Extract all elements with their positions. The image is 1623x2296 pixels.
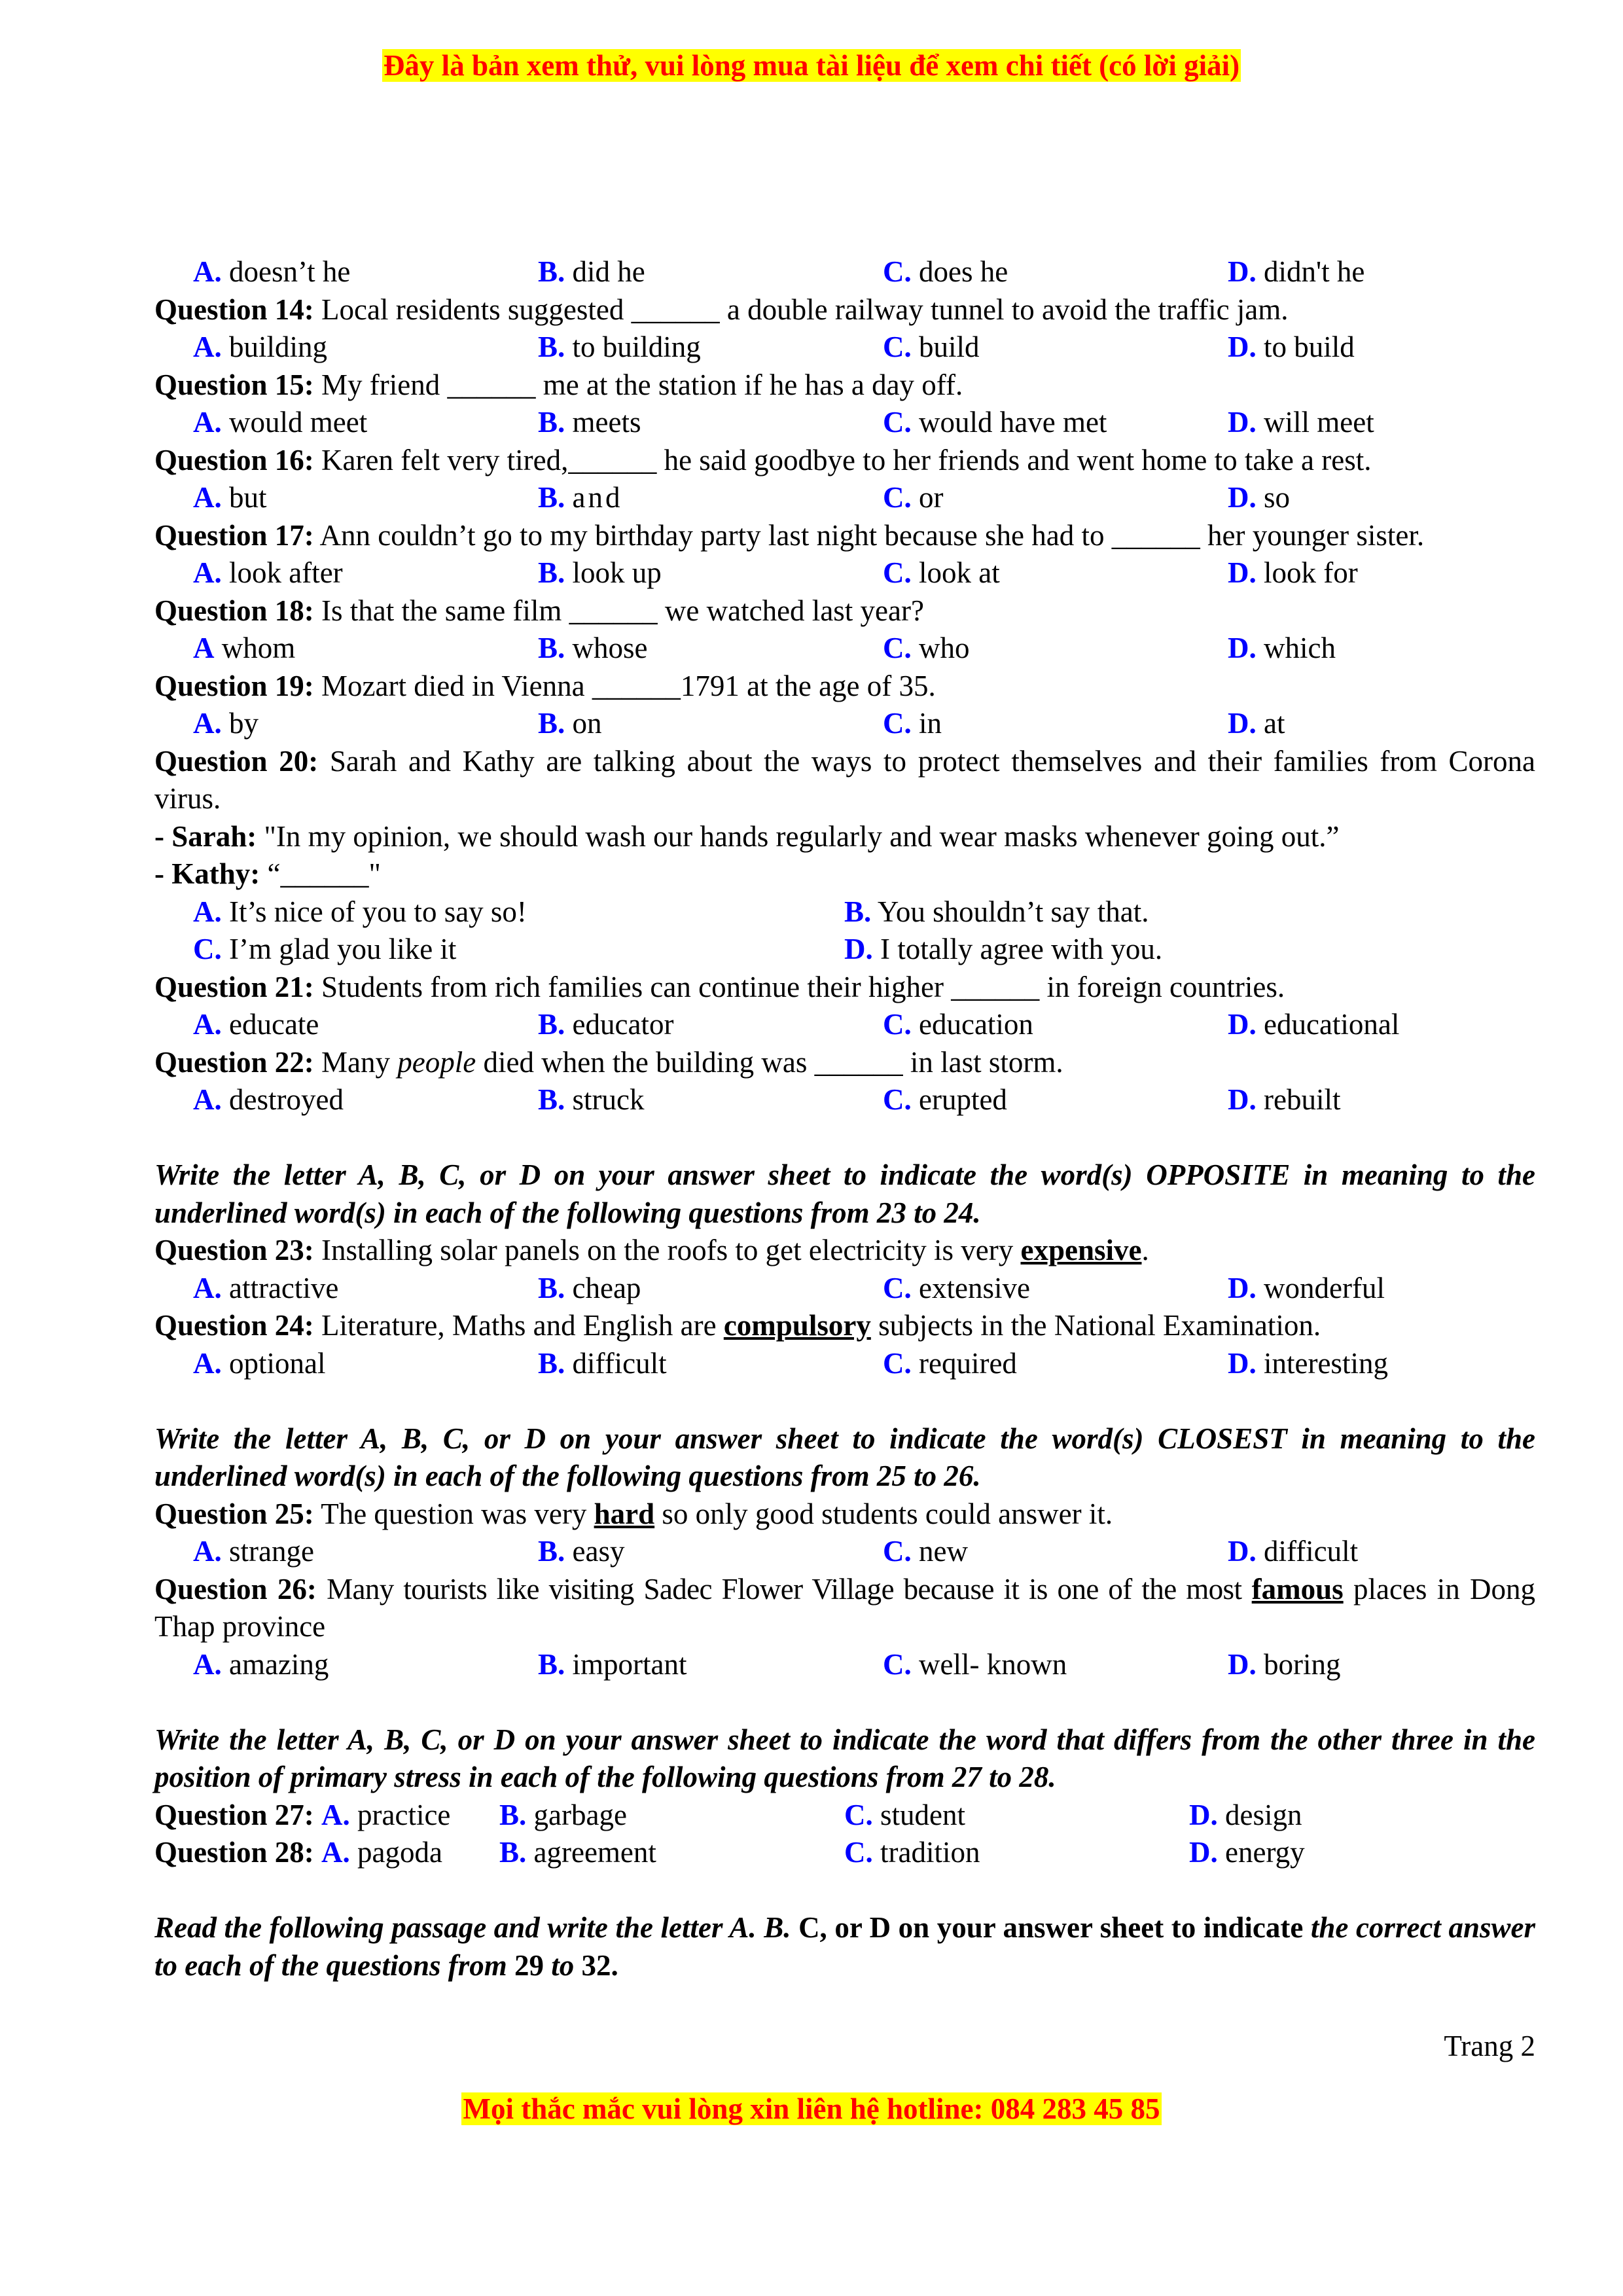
option-d[interactable]: D. educational <box>1228 1008 1400 1041</box>
instruction-closest: Write the letter A, B, C, or D on your answer sheet to indicate the word(s) CLOSEST in meaning to the underlined word(s) in each of the following questions from 25 to 26. <box>154 1422 1535 1492</box>
question-28: Question 28: A. pagoda B. agreement C. tradition D. energy <box>154 1834 1535 1872</box>
option-d[interactable]: D. boring <box>1228 1647 1341 1681</box>
underlined-word: compulsory <box>723 1309 871 1342</box>
question-25: Question 25: The question was very hard so only good students could answer it. <box>154 1497 1113 1530</box>
q25-options <box>154 1533 1535 1571</box>
option-c[interactable]: C. look at <box>883 556 1000 589</box>
section-gap <box>154 1382 1535 1420</box>
option-b[interactable]: B. look up <box>538 556 662 589</box>
q17-options <box>154 554 1535 592</box>
option-d[interactable]: D. interesting <box>1228 1346 1388 1380</box>
option-b[interactable]: B. educator <box>538 1008 674 1041</box>
option-d[interactable]: D. energy <box>1189 1836 1305 1869</box>
option-b[interactable]: B. easy <box>538 1535 625 1568</box>
q23-options <box>154 1270 1535 1308</box>
option-a[interactable]: A. optional <box>193 1346 326 1380</box>
exam-content <box>154 253 1535 1984</box>
option-b[interactable]: B. meets <box>538 406 641 439</box>
option-c[interactable]: C. required <box>883 1346 1017 1380</box>
q22-options <box>154 1081 1535 1119</box>
q18-options <box>154 630 1535 668</box>
option-c[interactable]: C. tradition <box>844 1836 980 1869</box>
question-27: Question 27: A. practice B. garbage C. student D. design <box>154 1797 1535 1835</box>
q13-options <box>154 253 1535 291</box>
option-b[interactable]: B. to building <box>538 331 701 363</box>
option-b[interactable]: B. difficult <box>538 1346 667 1380</box>
question-24: Question 24: Literature, Maths and English are compulsory subjects in the National Examination. <box>154 1309 1321 1342</box>
preview-banner-text: Đây là bản xem thử, vui lòng mua tài liệu để xem chi tiết (có lời giải) <box>383 49 1240 82</box>
option-a[interactable]: A. attractive <box>193 1271 339 1304</box>
instruction-passage: Read the following passage and write the letter A. B. C, or D on your answer sheet to indicate the correct answer to each of the questions from 29 to 32. <box>154 1911 1536 1982</box>
option-d[interactable]: D. will meet <box>1228 406 1374 439</box>
option-b[interactable]: B. struck <box>538 1083 645 1116</box>
question-23: Question 23: Installing solar panels on the roofs to get electricity is very expensive. <box>154 1234 1149 1266</box>
q19-options <box>154 705 1535 743</box>
option-a[interactable]: A. but <box>193 481 267 514</box>
hotline-banner <box>0 2089 1623 2128</box>
question-14: Question 14: Local residents suggested ______ a double railway tunnel to avoid the traffic jam. <box>154 293 1289 326</box>
option-c[interactable]: C. would have met <box>883 406 1107 439</box>
underlined-word: expensive <box>1020 1234 1142 1266</box>
section-gap <box>154 1119 1535 1157</box>
question-19: Question 19: Mozart died in Vienna ______1791 at the age of 35. <box>154 669 936 702</box>
option-d[interactable]: D. to build <box>1228 331 1355 363</box>
option-d[interactable]: D. wonderful <box>1228 1271 1385 1304</box>
option-c[interactable]: C. does he <box>883 255 1008 288</box>
option-c[interactable]: C. erupted <box>883 1083 1007 1116</box>
question-20: Question 20: Sarah and Kathy are talking about the ways to protect themselves and their families from Corona virus. <box>154 744 1536 815</box>
option-a[interactable]: A. strange <box>193 1535 314 1568</box>
option-b[interactable]: B. You shouldn’t say that. <box>844 895 1149 928</box>
option-a[interactable]: A. doesn’t he <box>193 255 351 288</box>
q15-options <box>154 404 1535 442</box>
option-d[interactable]: D. I totally agree with you. <box>844 933 1163 965</box>
option-a[interactable]: A. amazing <box>193 1647 329 1681</box>
option-a[interactable]: A. educate <box>193 1008 319 1041</box>
option-a[interactable]: A whom <box>193 632 296 664</box>
option-c[interactable]: C. build <box>883 331 980 363</box>
question-22: Question 22: Many people died when the building was ______ in last storm. <box>154 1045 1063 1079</box>
option-b[interactable]: B. important <box>538 1647 687 1681</box>
option-b[interactable]: B. cheap <box>538 1271 641 1304</box>
q21-options <box>154 1006 1535 1044</box>
option-c[interactable]: C. education <box>883 1008 1033 1041</box>
sarah-line: - Sarah: "In my opinion, we should wash our hands regularly and wear masks whenever going out.” <box>154 819 1340 853</box>
page-number: Trang 2 <box>1444 2030 1535 2062</box>
instruction-stress: Write the letter A, B, C, or D on your answer sheet to indicate the word that differs from the other three in the position of primary stress in each of the following questions from 27 to 28. <box>154 1723 1535 1793</box>
kathy-line: - Kathy: “______" <box>154 857 381 890</box>
option-d[interactable]: D. so <box>1228 481 1291 514</box>
option-a[interactable]: A. building <box>193 331 328 363</box>
option-d[interactable]: D. at <box>1228 707 1285 740</box>
option-b[interactable]: B. did he <box>538 255 645 288</box>
option-c[interactable]: C. I’m glad you like it <box>193 933 457 965</box>
question-21: Question 21: Students from rich families can continue their higher ______ in foreign countries. <box>154 970 1285 1003</box>
question-17: Question 17: Ann couldn’t go to my birthday party last night because she had to ______ her younger sister. <box>154 518 1425 552</box>
option-d[interactable]: D. look for <box>1228 556 1358 589</box>
option-b[interactable]: B. garbage <box>499 1798 627 1831</box>
instruction-opposite: Write the letter A, B, C, or D on your answer sheet to indicate the word(s) OPPOSITE in meaning to the underlined word(s) in each of the following questions from 23 to 24. <box>154 1158 1535 1229</box>
option-c[interactable]: C. well- known <box>883 1647 1067 1681</box>
preview-banner <box>0 46 1623 85</box>
option-a[interactable]: A. by <box>193 707 259 740</box>
question-16: Question 16: Karen felt very tired,______ he said goodbye to her friends and went home to take a rest. <box>154 443 1372 476</box>
q20-options-row1 <box>154 893 1535 931</box>
option-d[interactable]: D. which <box>1228 632 1336 664</box>
q14-options <box>154 329 1535 367</box>
hotline-banner-text: Mọi thắc mắc vui lòng xin liên hệ hotline: 084 283 45 85 <box>463 2092 1160 2125</box>
option-b[interactable]: B. and <box>538 481 623 514</box>
option-a[interactable]: A. practice <box>321 1798 451 1831</box>
question-15: Question 15: My friend ______ me at the station if he has a day off. <box>154 368 963 401</box>
option-a[interactable]: A. pagoda <box>321 1836 442 1869</box>
option-c[interactable]: C. student <box>844 1798 965 1831</box>
question-26: Question 26: Many tourists like visiting Sadec Flower Village because it is one of the most famous places in Dong Thap province <box>154 1572 1536 1643</box>
q24-options <box>154 1345 1535 1383</box>
question-18: Question 18: Is that the same film ______ we watched last year? <box>154 594 924 627</box>
option-c[interactable]: C. or <box>883 481 944 514</box>
option-b[interactable]: B. whose <box>538 632 648 664</box>
option-d[interactable]: D. rebuilt <box>1228 1083 1341 1116</box>
option-a[interactable]: A. would meet <box>193 406 368 439</box>
q20-options-row2 <box>154 931 1535 969</box>
q26-options <box>154 1646 1535 1684</box>
option-c[interactable]: C. extensive <box>883 1271 1030 1304</box>
option-a[interactable]: A. destroyed <box>193 1083 344 1116</box>
option-c[interactable]: C. who <box>883 632 970 664</box>
q16-options <box>154 479 1535 517</box>
option-d[interactable]: D. didn't he <box>1228 255 1365 288</box>
option-c[interactable]: C. new <box>883 1535 968 1568</box>
option-b[interactable]: B. on <box>538 707 602 740</box>
option-c[interactable]: C. in <box>883 707 942 740</box>
option-d[interactable]: D. design <box>1189 1798 1302 1831</box>
underlined-word: famous <box>1251 1572 1344 1605</box>
option-a[interactable]: A. It’s nice of you to say so! <box>193 895 527 928</box>
underlined-word: hard <box>594 1497 655 1530</box>
section-gap <box>154 1683 1535 1721</box>
option-a[interactable]: A. look after <box>193 556 343 589</box>
section-gap <box>154 1872 1535 1910</box>
option-d[interactable]: D. difficult <box>1228 1535 1359 1568</box>
option-b[interactable]: B. agreement <box>499 1836 656 1869</box>
